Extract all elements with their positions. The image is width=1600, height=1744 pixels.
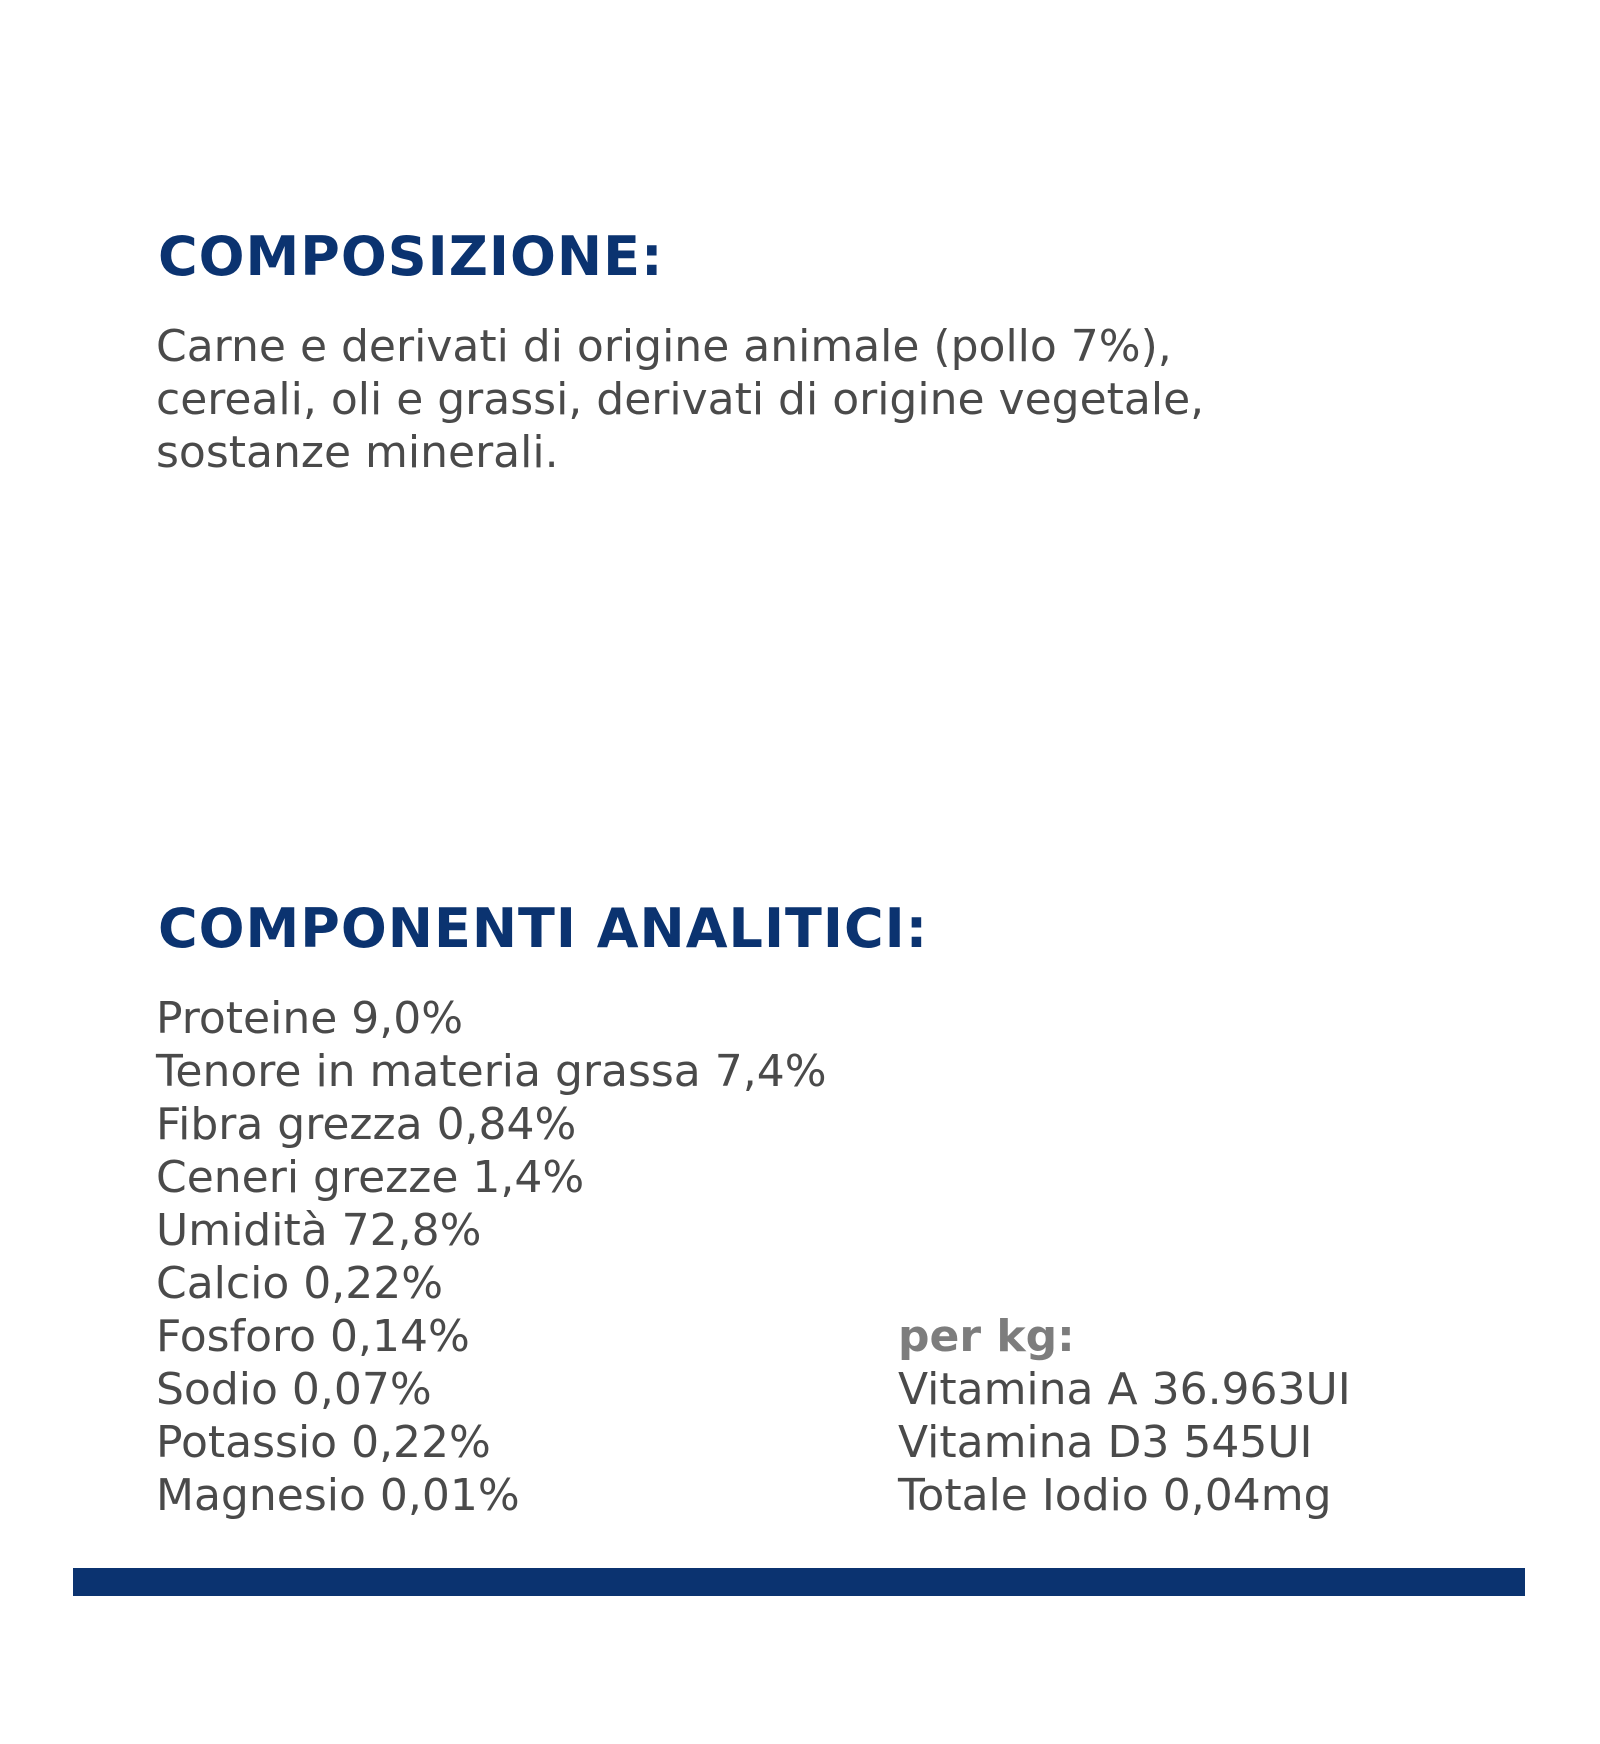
- composition-line: Carne e derivati di origine animale (pollo 7%),: [156, 321, 1172, 372]
- analytical-components-heading: COMPONENTI ANALITICI:: [158, 897, 929, 960]
- analytical-item-sodio: Sodio 0,07%: [156, 1364, 432, 1415]
- composition-line: sostanze minerali.: [156, 427, 559, 478]
- vitamin-item-a: Vitamina A 36.963UI: [898, 1364, 1351, 1415]
- per-kg-block: [898, 1310, 1351, 1522]
- per-kg-label: per kg:: [898, 1311, 1075, 1362]
- analytical-item-fosforo: Fosforo 0,14%: [156, 1311, 470, 1362]
- composition-text: [156, 320, 1416, 479]
- analytical-item-umidita: Umidità 72,8%: [156, 1205, 482, 1256]
- analytical-item-ceneri: Ceneri grezze 1,4%: [156, 1152, 585, 1203]
- vitamins-list: [898, 1363, 1351, 1522]
- composition-line: cereali, oli e grassi, derivati di origine vegetale,: [156, 374, 1205, 425]
- analytical-item-magnesio: Magnesio 0,01%: [156, 1470, 520, 1521]
- composition-heading: COMPOSIZIONE:: [158, 225, 664, 288]
- analytical-item-fibra: Fibra grezza 0,84%: [156, 1099, 577, 1150]
- analytical-item-grassi: Tenore in materia grassa 7,4%: [156, 1046, 827, 1097]
- iodine-item: Totale Iodio 0,04mg: [898, 1470, 1332, 1521]
- vitamin-item-d3: Vitamina D3 545UI: [898, 1417, 1313, 1468]
- analytical-item-calcio: Calcio 0,22%: [156, 1258, 444, 1309]
- bottom-divider-bar: [73, 1568, 1525, 1596]
- analytical-item-potassio: Potassio 0,22%: [156, 1417, 491, 1468]
- analytical-components-list: [156, 992, 827, 1522]
- analytical-item-proteine: Proteine 9,0%: [156, 993, 464, 1044]
